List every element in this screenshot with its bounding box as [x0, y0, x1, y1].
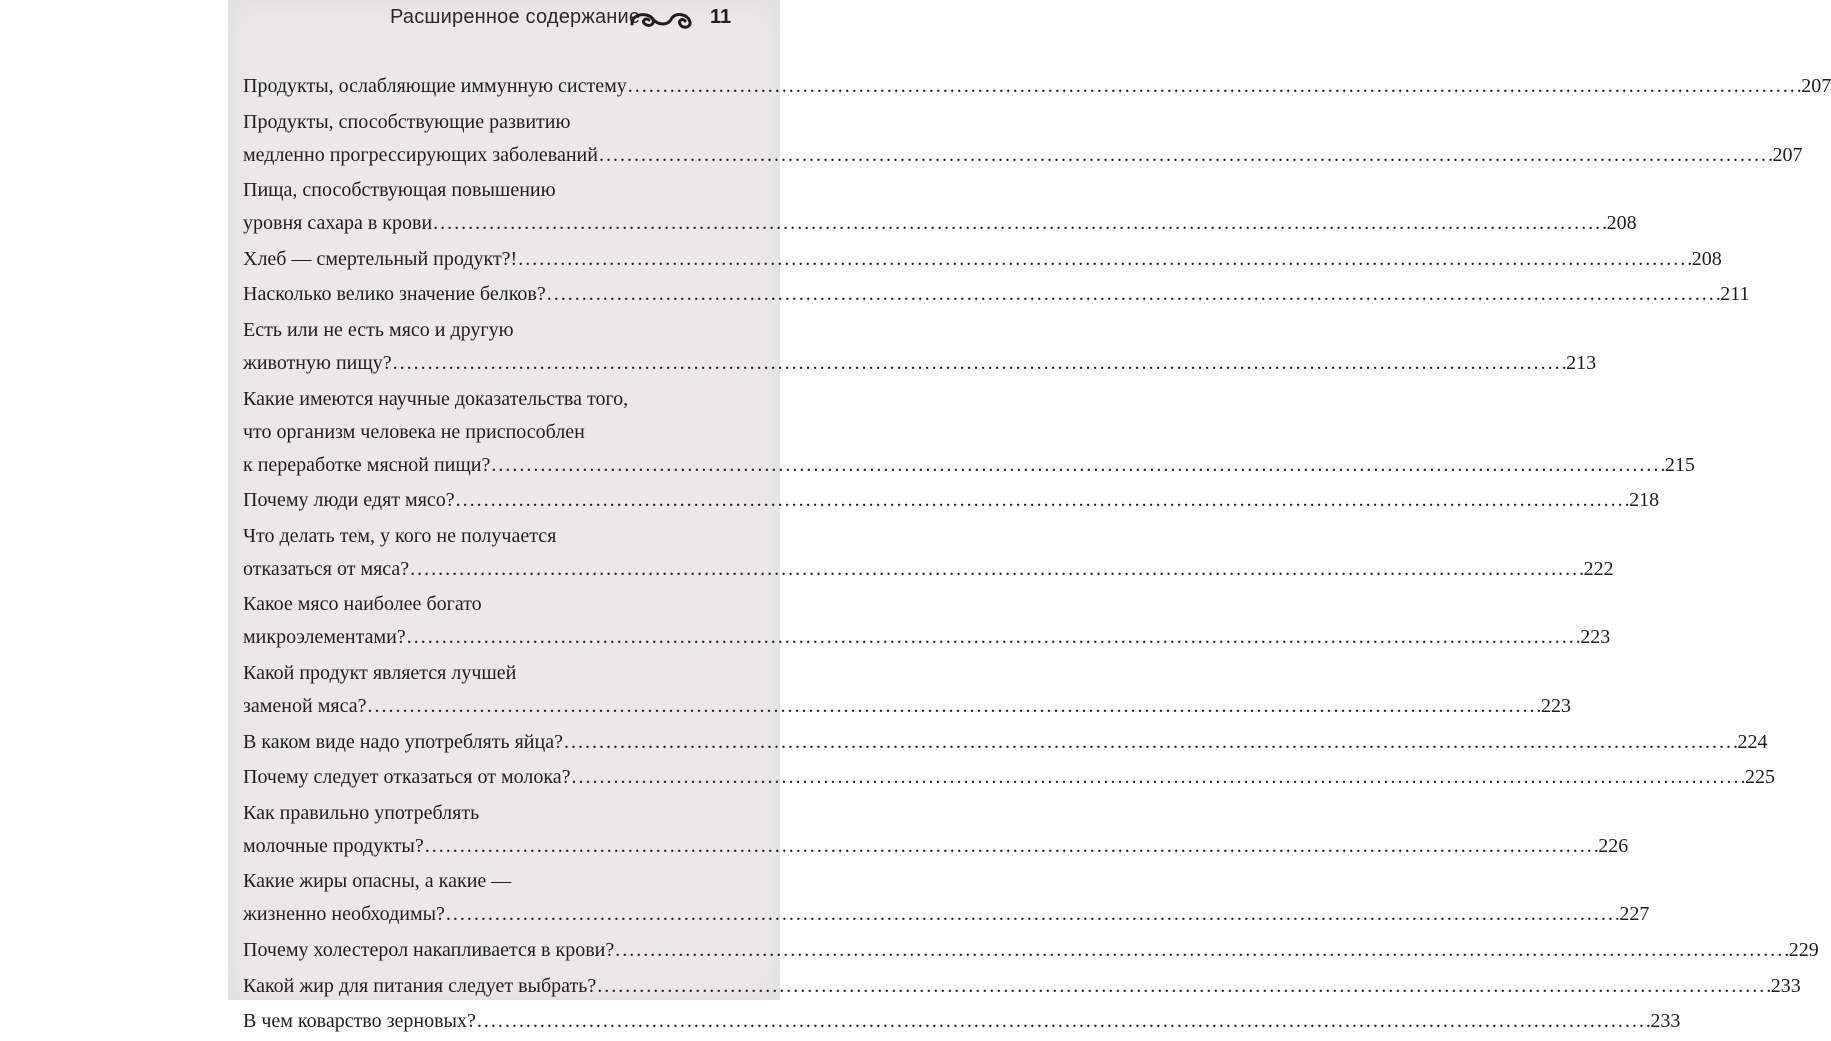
toc-page-number: 207: [1801, 75, 1831, 97]
toc-entry: [243, 383, 1695, 482]
toc-entry-line: [243, 657, 733, 690]
toc-entry-line: [243, 898, 1650, 931]
toc-entry: [243, 1005, 1681, 1038]
toc-entry-line: [243, 865, 733, 898]
toc-entry-title: В каком виде надо употреблять яйца?: [243, 730, 563, 753]
toc-entry: [243, 314, 1597, 380]
toc-entry-line: [243, 553, 1614, 586]
toc-entry: [243, 761, 1775, 794]
toc-entry-line: [243, 70, 1831, 103]
book-page: [228, 0, 1831, 1033]
toc-entry-title: В чем коварство зерновых?: [243, 1010, 476, 1033]
page-number: 11: [710, 6, 732, 28]
toc-page-number: 207: [1772, 143, 1803, 166]
toc-entry-title: Есть или не есть мясо и другую: [243, 318, 514, 341]
toc-entry-title: Пища, способствующая повышению: [243, 179, 556, 202]
toc-entry-line: [243, 690, 1571, 723]
toc-entry-title: к переработке мясной пищи?: [243, 453, 491, 476]
toc-page-number: 223: [1540, 694, 1571, 717]
toc-entry-line: [243, 726, 1768, 759]
toc-entry-title: медленно прогрессирующих заболеваний: [243, 143, 598, 166]
swirl-ornament-icon: [628, 8, 694, 32]
toc-entry-line: [243, 278, 1750, 311]
dot-leader: [518, 243, 1691, 276]
toc-entry-title: микроэлементами?: [243, 626, 406, 649]
toc-page-number: 233: [1770, 974, 1801, 997]
toc-entry-line: [243, 761, 1775, 794]
toc-entry: [243, 797, 1629, 863]
dot-leader: [446, 898, 1619, 931]
toc-page-number: 223: [1580, 626, 1611, 649]
toc-entry-title: Что делать тем, у кого не получается: [243, 524, 557, 547]
dot-leader: [425, 830, 1598, 863]
toc-entry-title: Какой жир для питания следует выбрать?: [243, 974, 597, 997]
toc-page-number: 225: [1745, 766, 1775, 789]
dot-leader: [491, 449, 1664, 482]
toc-entry-title: жизненно необходимы?: [243, 903, 445, 926]
dot-leader: [628, 70, 1801, 103]
toc-page-number: 218: [1629, 489, 1660, 512]
dot-leader: [393, 347, 1566, 380]
toc-entry-title: заменой мяса?: [243, 694, 367, 717]
dot-leader: [407, 621, 1580, 654]
dot-leader: [367, 690, 1540, 723]
toc-entry: [243, 865, 1650, 931]
toc-entry-title: Хлеб — смертельный продукт?!: [243, 247, 518, 270]
dot-leader: [599, 139, 1772, 172]
toc-entry: [243, 657, 1571, 723]
toc-entry-line: [243, 314, 733, 347]
toc-entry-line: [243, 588, 733, 621]
toc-entry-line: [243, 830, 1629, 863]
toc-entry: [243, 278, 1750, 311]
toc-entry-title: животную пищу?: [243, 351, 392, 374]
toc-entry-line: [243, 449, 1695, 482]
dot-leader: [547, 278, 1720, 311]
toc-entry-title: что организм человека не приспособлен: [243, 420, 585, 443]
toc-page-number: 215: [1664, 453, 1695, 476]
toc-entry: [243, 174, 1637, 240]
toc-entry-line: [243, 797, 733, 830]
toc-page-number: 233: [1650, 1010, 1681, 1033]
toc-entry-line: [243, 243, 1722, 276]
toc-entry-title: Почему холестерол накапливается в крови?: [243, 938, 615, 961]
toc-entry-line: [243, 416, 733, 449]
toc-entry-line: [243, 970, 1801, 1003]
toc-page-number: 224: [1737, 730, 1768, 753]
toc-entry: [243, 588, 1611, 654]
running-header-title: Расширенное содержание: [390, 6, 641, 28]
toc-entry-line: [243, 1005, 1681, 1038]
toc-page-number: 226: [1598, 834, 1629, 857]
toc-page-number: 229: [1788, 938, 1819, 961]
toc-entry-title: Как правильно употреблять: [243, 801, 480, 824]
toc-page-number: 211: [1720, 283, 1750, 306]
toc-entry: [243, 484, 1660, 517]
toc-page-number: 213: [1566, 351, 1597, 374]
toc-entry-line: [243, 139, 1803, 172]
toc-entry-title: Какое мясо наиболее богато: [243, 593, 482, 616]
toc-entry: [243, 970, 1801, 1003]
toc-page-number: 222: [1583, 557, 1614, 580]
dot-leader: [433, 207, 1606, 240]
toc-entry-line: [243, 207, 1637, 240]
toc-entry: [243, 520, 1614, 586]
toc-entry-line: [243, 174, 733, 207]
toc-entry-title: Какой продукт является лучшей: [243, 661, 517, 684]
toc-entry-title: Насколько велико значение белков?: [243, 283, 546, 306]
dot-leader: [477, 1005, 1650, 1038]
toc-entry-title: Какие жиры опасны, а какие —: [243, 870, 512, 893]
toc-entry-line: [243, 383, 733, 416]
toc-entry-line: [243, 520, 733, 553]
toc-entry-title: Продукты, способствующие развитию: [243, 110, 571, 133]
toc-entry: [243, 726, 1768, 759]
toc-entry-title: отказаться от мяса?: [243, 557, 410, 580]
toc-entry-line: [243, 484, 1660, 517]
dot-leader: [456, 484, 1629, 517]
dot-leader: [410, 553, 1583, 586]
toc-entry-line: [243, 347, 1597, 380]
dot-leader: [615, 934, 1788, 967]
toc-entry-line: [243, 621, 1611, 654]
toc-entry-title: молочные продукты?: [243, 834, 424, 857]
toc-entry: [243, 70, 1831, 103]
dot-leader: [564, 726, 1737, 759]
toc-entry: [243, 106, 1803, 172]
toc-entry-title: Продукты, ослабляющие иммунную систему: [243, 75, 627, 97]
toc-entry-line: [243, 934, 1819, 967]
toc-entry-title: Почему следует отказаться от молока?: [243, 766, 571, 789]
toc-page-number: 227: [1619, 903, 1650, 926]
toc-entry: [243, 243, 1722, 276]
toc-page-number: 208: [1606, 212, 1637, 235]
table-of-contents: [243, 70, 1831, 1041]
toc-entry-title: Почему люди едят мясо?: [243, 489, 455, 512]
dot-leader: [572, 761, 1745, 794]
toc-entry-line: [243, 106, 733, 139]
toc-entry-title: Какие имеются научные доказательства того,: [243, 387, 629, 410]
dot-leader: [597, 970, 1770, 1003]
toc-entry-title: уровня сахара в крови: [243, 212, 433, 235]
toc-page-number: 208: [1691, 247, 1722, 270]
running-header: [228, 4, 780, 34]
toc-entry: [243, 934, 1819, 967]
